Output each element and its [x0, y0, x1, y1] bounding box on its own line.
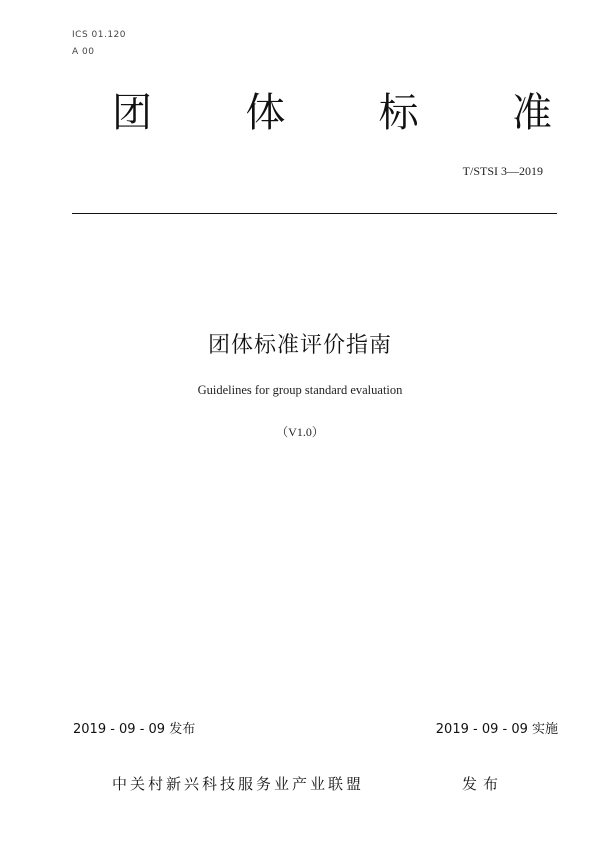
header-divider: [72, 213, 557, 214]
publish-date: 2019 - 09 - 09 发布: [73, 722, 196, 737]
standard-code: T/STSI 3—2019: [462, 164, 543, 178]
document-title: 团体标准评价指南: [207, 333, 392, 358]
standard-type-char: 标: [378, 90, 419, 136]
document-version: （V1.0）: [276, 425, 324, 439]
ics-code: ICS 01.120: [72, 30, 127, 40]
document-english-title: Guidelines for group standard evaluation: [197, 383, 403, 397]
standard-type-char: 准: [511, 90, 552, 136]
standard-type-heading: [112, 88, 552, 138]
ccs-code: A 00: [72, 47, 95, 57]
issuing-organization: 中关村新兴科技服务业产业联盟: [112, 775, 365, 793]
implement-date: 2019 - 09 - 09 实施: [435, 722, 558, 737]
standard-type-char: 团: [112, 90, 152, 136]
standard-type-char: 体: [245, 90, 286, 136]
issue-label: 发布: [462, 775, 505, 793]
